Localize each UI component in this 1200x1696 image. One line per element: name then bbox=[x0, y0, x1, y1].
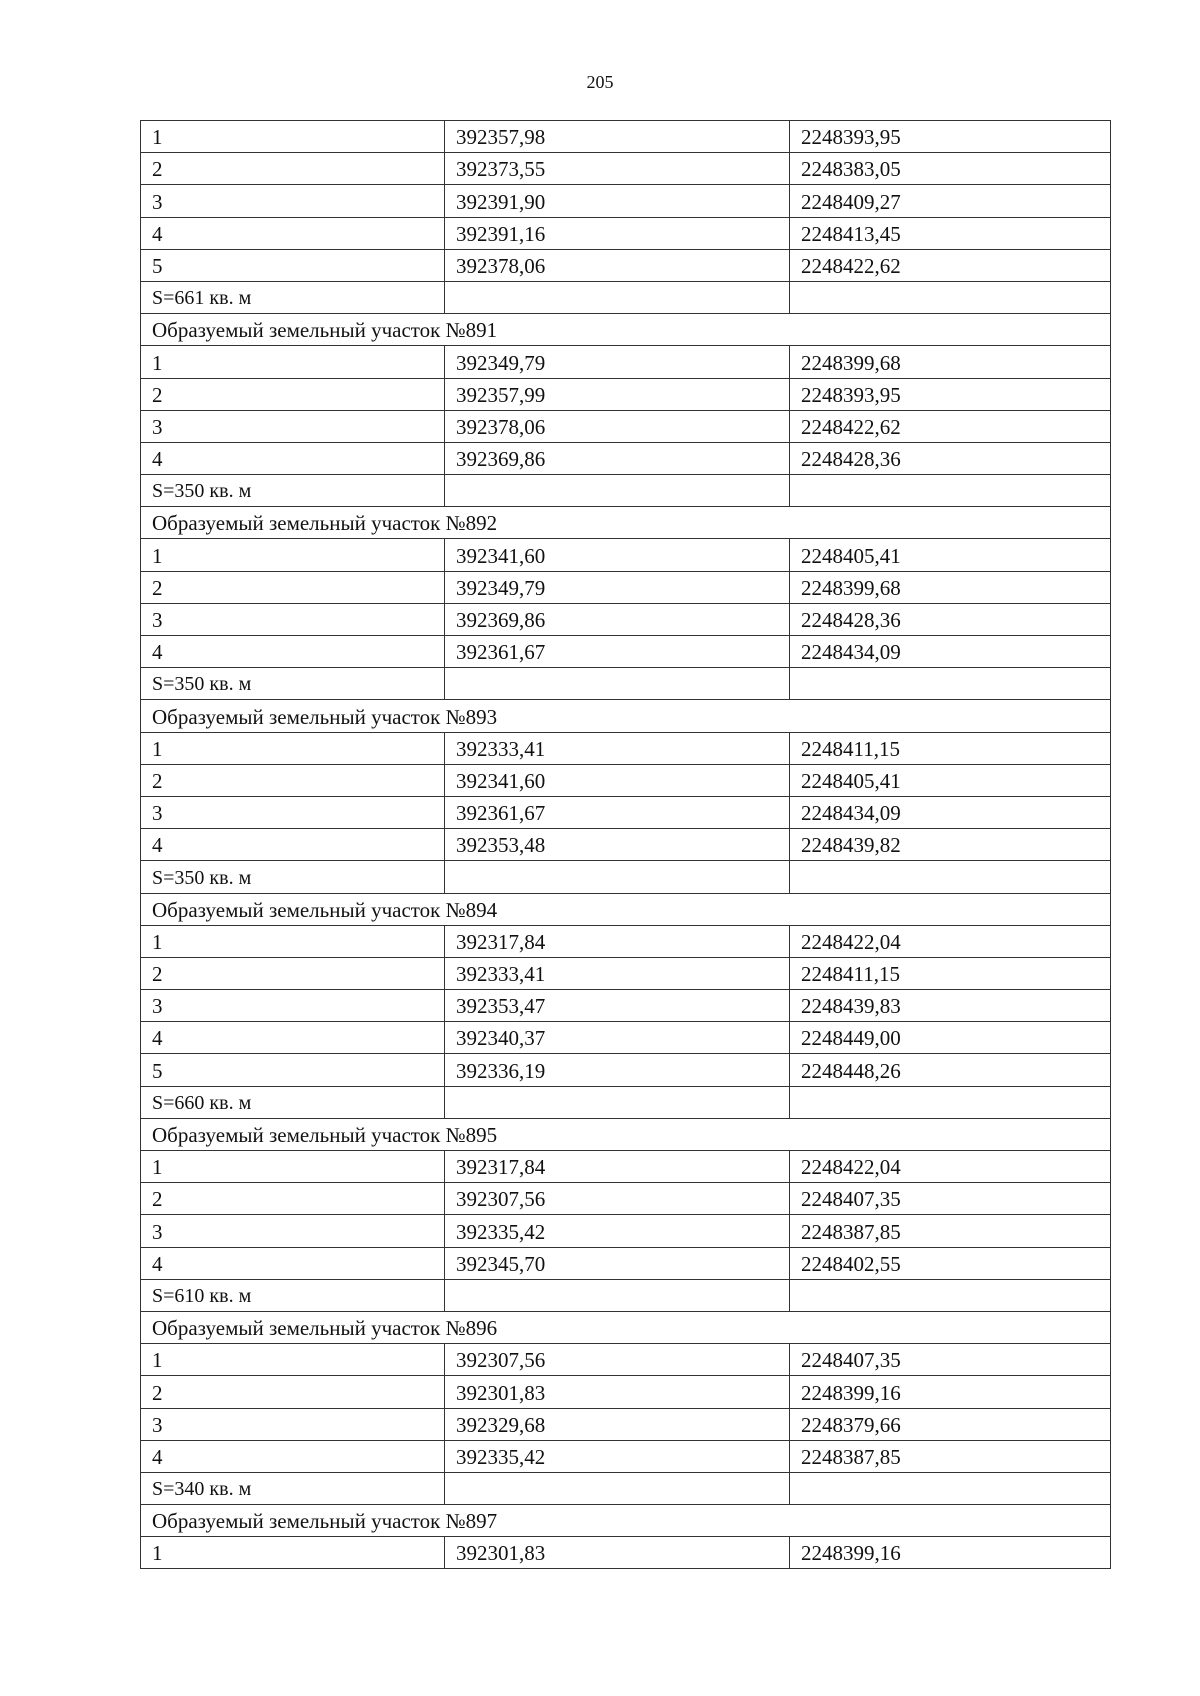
empty-cell bbox=[790, 281, 1111, 313]
point-row bbox=[141, 603, 1111, 635]
area-row bbox=[141, 1279, 1111, 1311]
page-number: 205 bbox=[586, 72, 614, 92]
parcel-header-row bbox=[141, 507, 1111, 539]
y-coordinate-cell: 2248405,41 bbox=[790, 764, 1111, 796]
empty-cell bbox=[445, 281, 790, 313]
point-row bbox=[141, 346, 1111, 378]
area-cell: S=661 кв. м bbox=[141, 281, 445, 313]
x-coordinate-cell: 392357,98 bbox=[445, 121, 790, 153]
x-coordinate-cell: 392345,70 bbox=[445, 1247, 790, 1279]
y-coordinate-cell: 2248434,09 bbox=[790, 636, 1111, 668]
point-number-cell: 4 bbox=[141, 1022, 445, 1054]
y-coordinate-cell: 2248407,35 bbox=[790, 1344, 1111, 1376]
y-coordinate-cell: 2248409,27 bbox=[790, 185, 1111, 217]
empty-cell bbox=[445, 861, 790, 893]
point-number-cell: 2 bbox=[141, 1183, 445, 1215]
area-row bbox=[141, 475, 1111, 507]
area-row bbox=[141, 1472, 1111, 1504]
parcel-header-row bbox=[141, 1505, 1111, 1537]
point-number-cell: 3 bbox=[141, 796, 445, 828]
y-coordinate-cell: 2248393,95 bbox=[790, 121, 1111, 153]
x-coordinate-cell: 392317,84 bbox=[445, 1151, 790, 1183]
point-number-cell: 1 bbox=[141, 732, 445, 764]
area-row bbox=[141, 861, 1111, 893]
parcel-header-row bbox=[141, 1118, 1111, 1150]
y-coordinate-cell: 2248407,35 bbox=[790, 1183, 1111, 1215]
point-row bbox=[141, 442, 1111, 474]
x-coordinate-cell: 392336,19 bbox=[445, 1054, 790, 1086]
x-coordinate-cell: 392361,67 bbox=[445, 636, 790, 668]
point-number-cell: 1 bbox=[141, 539, 445, 571]
parcel-header-cell: Образуемый земельный участок №896 bbox=[141, 1311, 1111, 1343]
x-coordinate-cell: 392391,90 bbox=[445, 185, 790, 217]
parcel-header-cell: Образуемый земельный участок №897 bbox=[141, 1505, 1111, 1537]
x-coordinate-cell: 392353,48 bbox=[445, 829, 790, 861]
point-number-cell: 3 bbox=[141, 990, 445, 1022]
point-row bbox=[141, 764, 1111, 796]
parcel-header-cell: Образуемый земельный участок №891 bbox=[141, 314, 1111, 346]
empty-cell bbox=[790, 475, 1111, 507]
x-coordinate-cell: 392335,42 bbox=[445, 1215, 790, 1247]
x-coordinate-cell: 392349,79 bbox=[445, 346, 790, 378]
point-number-cell: 2 bbox=[141, 957, 445, 989]
point-number-cell: 1 bbox=[141, 1344, 445, 1376]
point-number-cell: 2 bbox=[141, 153, 445, 185]
point-number-cell: 4 bbox=[141, 636, 445, 668]
x-coordinate-cell: 392329,68 bbox=[445, 1408, 790, 1440]
point-row bbox=[141, 378, 1111, 410]
x-coordinate-cell: 392301,83 bbox=[445, 1537, 790, 1569]
empty-cell bbox=[790, 1279, 1111, 1311]
x-coordinate-cell: 392333,41 bbox=[445, 732, 790, 764]
parcel-header-cell: Образуемый земельный участок №893 bbox=[141, 700, 1111, 732]
parcel-header-row bbox=[141, 893, 1111, 925]
empty-cell bbox=[790, 1472, 1111, 1504]
y-coordinate-cell: 2248405,41 bbox=[790, 539, 1111, 571]
y-coordinate-cell: 2248439,82 bbox=[790, 829, 1111, 861]
point-row bbox=[141, 990, 1111, 1022]
point-number-cell: 3 bbox=[141, 603, 445, 635]
area-cell: S=350 кв. м bbox=[141, 668, 445, 700]
point-row bbox=[141, 1247, 1111, 1279]
y-coordinate-cell: 2248379,66 bbox=[790, 1408, 1111, 1440]
y-coordinate-cell: 2248399,68 bbox=[790, 571, 1111, 603]
point-number-cell: 1 bbox=[141, 925, 445, 957]
empty-cell bbox=[445, 1472, 790, 1504]
y-coordinate-cell: 2248383,05 bbox=[790, 153, 1111, 185]
point-row bbox=[141, 1408, 1111, 1440]
point-number-cell: 3 bbox=[141, 410, 445, 442]
y-coordinate-cell: 2248393,95 bbox=[790, 378, 1111, 410]
point-number-cell: 5 bbox=[141, 1054, 445, 1086]
point-row bbox=[141, 1183, 1111, 1215]
y-coordinate-cell: 2248411,15 bbox=[790, 732, 1111, 764]
point-row bbox=[141, 539, 1111, 571]
coordinates-table bbox=[140, 120, 1111, 1569]
point-row bbox=[141, 925, 1111, 957]
empty-cell bbox=[445, 1086, 790, 1118]
point-row bbox=[141, 249, 1111, 281]
y-coordinate-cell: 2248422,04 bbox=[790, 1151, 1111, 1183]
point-number-cell: 4 bbox=[141, 1247, 445, 1279]
point-number-cell: 1 bbox=[141, 1151, 445, 1183]
point-number-cell: 3 bbox=[141, 1215, 445, 1247]
empty-cell bbox=[790, 1086, 1111, 1118]
y-coordinate-cell: 2248402,55 bbox=[790, 1247, 1111, 1279]
x-coordinate-cell: 392373,55 bbox=[445, 153, 790, 185]
point-row bbox=[141, 185, 1111, 217]
x-coordinate-cell: 392317,84 bbox=[445, 925, 790, 957]
y-coordinate-cell: 2248413,45 bbox=[790, 217, 1111, 249]
parcel-header-cell: Образуемый земельный участок №894 bbox=[141, 893, 1111, 925]
x-coordinate-cell: 392307,56 bbox=[445, 1183, 790, 1215]
y-coordinate-cell: 2248399,16 bbox=[790, 1376, 1111, 1408]
point-number-cell: 5 bbox=[141, 249, 445, 281]
y-coordinate-cell: 2248399,68 bbox=[790, 346, 1111, 378]
y-coordinate-cell: 2248387,85 bbox=[790, 1440, 1111, 1472]
y-coordinate-cell: 2248411,15 bbox=[790, 957, 1111, 989]
empty-cell bbox=[445, 475, 790, 507]
parcel-header-row bbox=[141, 314, 1111, 346]
y-coordinate-cell: 2248439,83 bbox=[790, 990, 1111, 1022]
point-number-cell: 1 bbox=[141, 1537, 445, 1569]
point-row bbox=[141, 1054, 1111, 1086]
x-coordinate-cell: 392335,42 bbox=[445, 1440, 790, 1472]
area-cell: S=350 кв. м bbox=[141, 475, 445, 507]
empty-cell bbox=[790, 861, 1111, 893]
parcel-header-cell: Образуемый земельный участок №892 bbox=[141, 507, 1111, 539]
point-row bbox=[141, 732, 1111, 764]
parcel-header-cell: Образуемый земельный участок №895 bbox=[141, 1118, 1111, 1150]
point-number-cell: 4 bbox=[141, 442, 445, 474]
point-number-cell: 1 bbox=[141, 346, 445, 378]
x-coordinate-cell: 392341,60 bbox=[445, 764, 790, 796]
x-coordinate-cell: 392361,67 bbox=[445, 796, 790, 828]
x-coordinate-cell: 392349,79 bbox=[445, 571, 790, 603]
area-row bbox=[141, 668, 1111, 700]
point-number-cell: 4 bbox=[141, 1440, 445, 1472]
y-coordinate-cell: 2248448,26 bbox=[790, 1054, 1111, 1086]
x-coordinate-cell: 392301,83 bbox=[445, 1376, 790, 1408]
point-number-cell: 4 bbox=[141, 829, 445, 861]
point-row bbox=[141, 957, 1111, 989]
point-row bbox=[141, 1440, 1111, 1472]
point-row bbox=[141, 829, 1111, 861]
x-coordinate-cell: 392341,60 bbox=[445, 539, 790, 571]
point-row bbox=[141, 796, 1111, 828]
y-coordinate-cell: 2248422,04 bbox=[790, 925, 1111, 957]
y-coordinate-cell: 2248428,36 bbox=[790, 603, 1111, 635]
area-row bbox=[141, 281, 1111, 313]
x-coordinate-cell: 392391,16 bbox=[445, 217, 790, 249]
point-row bbox=[141, 1344, 1111, 1376]
x-coordinate-cell: 392307,56 bbox=[445, 1344, 790, 1376]
parcel-header-row bbox=[141, 700, 1111, 732]
point-row bbox=[141, 1376, 1111, 1408]
point-row bbox=[141, 636, 1111, 668]
area-cell: S=340 кв. м bbox=[141, 1472, 445, 1504]
empty-cell bbox=[790, 668, 1111, 700]
point-row bbox=[141, 153, 1111, 185]
empty-cell bbox=[445, 1279, 790, 1311]
point-number-cell: 4 bbox=[141, 217, 445, 249]
y-coordinate-cell: 2248387,85 bbox=[790, 1215, 1111, 1247]
area-cell: S=660 кв. м bbox=[141, 1086, 445, 1118]
x-coordinate-cell: 392357,99 bbox=[445, 378, 790, 410]
y-coordinate-cell: 2248449,00 bbox=[790, 1022, 1111, 1054]
point-row bbox=[141, 571, 1111, 603]
parcel-header-row bbox=[141, 1311, 1111, 1343]
area-cell: S=610 кв. м bbox=[141, 1279, 445, 1311]
point-row bbox=[141, 1151, 1111, 1183]
point-row bbox=[141, 1022, 1111, 1054]
point-row bbox=[141, 217, 1111, 249]
y-coordinate-cell: 2248422,62 bbox=[790, 410, 1111, 442]
point-number-cell: 2 bbox=[141, 378, 445, 410]
y-coordinate-cell: 2248422,62 bbox=[790, 249, 1111, 281]
area-cell: S=350 кв. м bbox=[141, 861, 445, 893]
x-coordinate-cell: 392369,86 bbox=[445, 603, 790, 635]
point-row bbox=[141, 1537, 1111, 1569]
point-number-cell: 2 bbox=[141, 1376, 445, 1408]
x-coordinate-cell: 392340,37 bbox=[445, 1022, 790, 1054]
x-coordinate-cell: 392369,86 bbox=[445, 442, 790, 474]
coordinates-table-body bbox=[141, 121, 1111, 1569]
point-number-cell: 3 bbox=[141, 1408, 445, 1440]
y-coordinate-cell: 2248428,36 bbox=[790, 442, 1111, 474]
y-coordinate-cell: 2248399,16 bbox=[790, 1537, 1111, 1569]
x-coordinate-cell: 392353,47 bbox=[445, 990, 790, 1022]
point-number-cell: 2 bbox=[141, 764, 445, 796]
x-coordinate-cell: 392378,06 bbox=[445, 249, 790, 281]
x-coordinate-cell: 392378,06 bbox=[445, 410, 790, 442]
point-row bbox=[141, 1215, 1111, 1247]
empty-cell bbox=[445, 668, 790, 700]
point-number-cell: 3 bbox=[141, 185, 445, 217]
y-coordinate-cell: 2248434,09 bbox=[790, 796, 1111, 828]
x-coordinate-cell: 392333,41 bbox=[445, 957, 790, 989]
point-row bbox=[141, 121, 1111, 153]
point-row bbox=[141, 410, 1111, 442]
area-row bbox=[141, 1086, 1111, 1118]
point-number-cell: 1 bbox=[141, 121, 445, 153]
point-number-cell: 2 bbox=[141, 571, 445, 603]
